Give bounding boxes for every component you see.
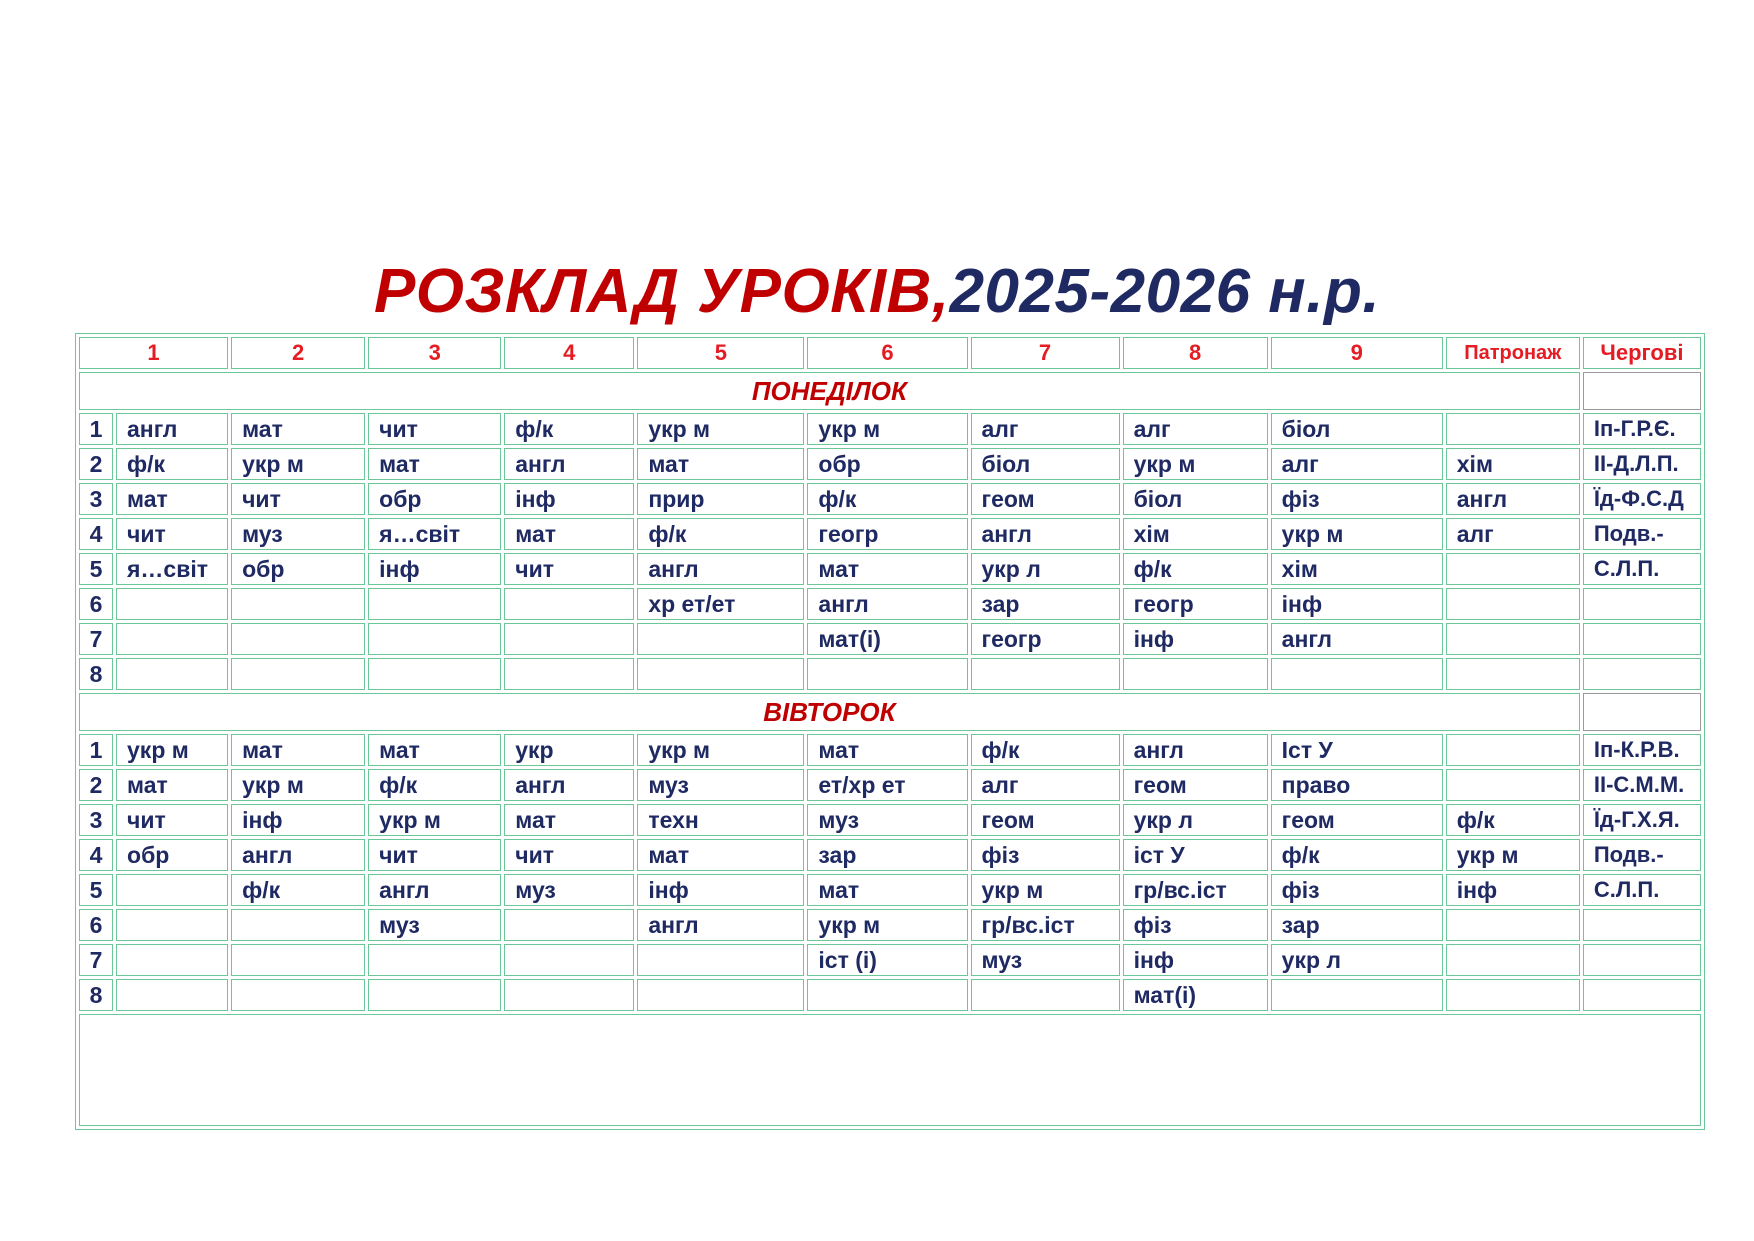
lesson-cell: мат(і) bbox=[807, 623, 967, 655]
lesson-cell: муз bbox=[368, 909, 501, 941]
lesson-cell: англ bbox=[637, 909, 804, 941]
lesson-cell bbox=[1271, 979, 1443, 1011]
lesson-cell: ф/к bbox=[231, 874, 365, 906]
lesson-cell bbox=[116, 588, 228, 620]
lesson-cell bbox=[231, 588, 365, 620]
lesson-cell: біол bbox=[1271, 413, 1443, 445]
lesson-cell: чит bbox=[504, 553, 634, 585]
lesson-cell: алг bbox=[1271, 448, 1443, 480]
table-row bbox=[79, 448, 1701, 480]
lesson-cell: мат bbox=[231, 734, 365, 766]
lesson-cell bbox=[1446, 909, 1580, 941]
duty-cell bbox=[1583, 944, 1701, 976]
lesson-cell: обр bbox=[807, 448, 967, 480]
column-header: Чергові bbox=[1583, 337, 1701, 369]
lesson-cell: інф bbox=[368, 553, 501, 585]
column-header: Патронаж bbox=[1446, 337, 1580, 369]
table-row bbox=[79, 944, 1701, 976]
lesson-cell: мат bbox=[368, 448, 501, 480]
lesson-cell bbox=[504, 944, 634, 976]
lesson-cell: укр м bbox=[971, 874, 1120, 906]
lesson-cell: зар bbox=[807, 839, 967, 871]
lesson-number: 3 bbox=[79, 483, 113, 515]
table-row bbox=[79, 979, 1701, 1011]
lesson-cell bbox=[368, 979, 501, 1011]
lesson-cell: укр л bbox=[971, 553, 1120, 585]
lesson-cell: муз bbox=[637, 769, 804, 801]
lesson-number: 3 bbox=[79, 804, 113, 836]
lesson-cell: я…світ bbox=[368, 518, 501, 550]
footer-row bbox=[79, 1014, 1701, 1126]
column-header: 2 bbox=[231, 337, 365, 369]
lesson-number: 1 bbox=[79, 413, 113, 445]
header-row bbox=[79, 337, 1701, 369]
lesson-cell: мат(і) bbox=[1123, 979, 1268, 1011]
lesson-cell: укр м bbox=[231, 769, 365, 801]
table-row bbox=[79, 839, 1701, 871]
lesson-cell: інф bbox=[1123, 944, 1268, 976]
lesson-cell: біол bbox=[1123, 483, 1268, 515]
lesson-number: 2 bbox=[79, 769, 113, 801]
lesson-number: 6 bbox=[79, 588, 113, 620]
lesson-cell bbox=[971, 658, 1120, 690]
lesson-cell bbox=[807, 658, 967, 690]
lesson-cell bbox=[116, 944, 228, 976]
lesson-number: 5 bbox=[79, 553, 113, 585]
table-row bbox=[79, 588, 1701, 620]
lesson-cell: хім bbox=[1271, 553, 1443, 585]
title-year: 2025-2026 н.р. bbox=[949, 257, 1381, 326]
table-row bbox=[79, 413, 1701, 445]
lesson-cell: ф/к bbox=[1123, 553, 1268, 585]
lesson-cell: англ bbox=[504, 448, 634, 480]
lesson-cell: укр м bbox=[637, 734, 804, 766]
lesson-cell: англ bbox=[637, 553, 804, 585]
lesson-cell bbox=[231, 979, 365, 1011]
lesson-cell bbox=[231, 658, 365, 690]
lesson-cell: ф/к bbox=[637, 518, 804, 550]
lesson-cell: алг bbox=[971, 413, 1120, 445]
lesson-cell: геом bbox=[1123, 769, 1268, 801]
lesson-cell: мат bbox=[807, 734, 967, 766]
column-header: 5 bbox=[637, 337, 804, 369]
lesson-cell: укр м bbox=[1446, 839, 1580, 871]
lesson-cell bbox=[116, 874, 228, 906]
day-duty-empty bbox=[1583, 693, 1701, 731]
lesson-cell: муз bbox=[807, 804, 967, 836]
lesson-cell: укр м bbox=[231, 448, 365, 480]
lesson-cell: ет/хр ет bbox=[807, 769, 967, 801]
table-row bbox=[79, 769, 1701, 801]
table-row bbox=[79, 804, 1701, 836]
lesson-cell bbox=[231, 909, 365, 941]
lesson-cell bbox=[1271, 658, 1443, 690]
lesson-cell bbox=[504, 909, 634, 941]
table-row bbox=[79, 483, 1701, 515]
lesson-cell bbox=[504, 623, 634, 655]
lesson-cell: геом bbox=[971, 483, 1120, 515]
lesson-cell: укр bbox=[504, 734, 634, 766]
lesson-cell: геогр bbox=[971, 623, 1120, 655]
lesson-cell: мат bbox=[504, 518, 634, 550]
lesson-number: 1 bbox=[79, 734, 113, 766]
lesson-cell: укр м bbox=[637, 413, 804, 445]
table-row bbox=[79, 553, 1701, 585]
lesson-cell bbox=[807, 979, 967, 1011]
lesson-cell bbox=[231, 944, 365, 976]
duty-cell: Іп-Г.Р.Є. bbox=[1583, 413, 1701, 445]
lesson-cell bbox=[1123, 658, 1268, 690]
lesson-cell: інф bbox=[637, 874, 804, 906]
lesson-cell: укр м bbox=[807, 413, 967, 445]
duty-cell: Їд-Г.Х.Я. bbox=[1583, 804, 1701, 836]
lesson-cell: інф bbox=[504, 483, 634, 515]
lesson-cell: інф bbox=[231, 804, 365, 836]
duty-cell: ІІ-Д.Л.П. bbox=[1583, 448, 1701, 480]
lesson-cell: чит bbox=[116, 804, 228, 836]
lesson-cell: англ bbox=[1271, 623, 1443, 655]
day-title: ПОНЕДІЛОК bbox=[79, 372, 1580, 410]
lesson-cell: укр м bbox=[1271, 518, 1443, 550]
lesson-cell: гр/вс.іст bbox=[1123, 874, 1268, 906]
lesson-cell: геом bbox=[1271, 804, 1443, 836]
lesson-cell bbox=[637, 979, 804, 1011]
duty-cell: Іп-К.Р.В. bbox=[1583, 734, 1701, 766]
lesson-cell: ф/к bbox=[116, 448, 228, 480]
lesson-cell: гр/вс.іст bbox=[971, 909, 1120, 941]
lesson-number: 8 bbox=[79, 979, 113, 1011]
duty-cell bbox=[1583, 909, 1701, 941]
duty-cell: Подв.- bbox=[1583, 839, 1701, 871]
lesson-cell: муз bbox=[971, 944, 1120, 976]
lesson-cell: ф/к bbox=[368, 769, 501, 801]
footer-empty-cell bbox=[79, 1014, 1701, 1126]
lesson-cell: обр bbox=[231, 553, 365, 585]
lesson-cell: зар bbox=[971, 588, 1120, 620]
lesson-cell bbox=[504, 588, 634, 620]
lesson-cell: ф/к bbox=[1271, 839, 1443, 871]
lesson-cell: ф/к bbox=[504, 413, 634, 445]
lesson-cell: муз bbox=[231, 518, 365, 550]
lesson-number: 7 bbox=[79, 944, 113, 976]
page-title bbox=[0, 252, 1754, 332]
column-header: 6 bbox=[807, 337, 967, 369]
table-row bbox=[79, 623, 1701, 655]
lesson-cell bbox=[1446, 769, 1580, 801]
lesson-cell: мат bbox=[807, 553, 967, 585]
lesson-cell bbox=[116, 979, 228, 1011]
lesson-cell: мат bbox=[231, 413, 365, 445]
lesson-cell: прир bbox=[637, 483, 804, 515]
duty-cell: Їд-Ф.С.Д bbox=[1583, 483, 1701, 515]
duty-cell bbox=[1583, 979, 1701, 1011]
lesson-cell bbox=[1446, 588, 1580, 620]
lesson-cell: укр л bbox=[1123, 804, 1268, 836]
column-header: 4 bbox=[504, 337, 634, 369]
lesson-cell: я…світ bbox=[116, 553, 228, 585]
lesson-cell: хім bbox=[1446, 448, 1580, 480]
lesson-cell: англ bbox=[504, 769, 634, 801]
lesson-cell: англ bbox=[971, 518, 1120, 550]
column-header: 9 bbox=[1271, 337, 1443, 369]
lesson-cell: обр bbox=[116, 839, 228, 871]
lesson-cell: Іст У bbox=[1271, 734, 1443, 766]
lesson-cell: обр bbox=[368, 483, 501, 515]
lesson-number: 7 bbox=[79, 623, 113, 655]
lesson-cell: мат bbox=[504, 804, 634, 836]
lesson-cell: право bbox=[1271, 769, 1443, 801]
lesson-cell: мат bbox=[116, 769, 228, 801]
lesson-cell: мат bbox=[637, 839, 804, 871]
lesson-cell: муз bbox=[504, 874, 634, 906]
lesson-cell: чит bbox=[368, 413, 501, 445]
lesson-cell: англ bbox=[368, 874, 501, 906]
lesson-cell: чит bbox=[504, 839, 634, 871]
lesson-cell: хр ет/ет bbox=[637, 588, 804, 620]
column-header: 7 bbox=[971, 337, 1120, 369]
column-header: 8 bbox=[1123, 337, 1268, 369]
lesson-cell: укр л bbox=[1271, 944, 1443, 976]
table-row bbox=[79, 734, 1701, 766]
lesson-cell: геогр bbox=[807, 518, 967, 550]
lesson-cell: ф/к bbox=[807, 483, 967, 515]
lesson-cell: мат bbox=[637, 448, 804, 480]
day-duty-empty bbox=[1583, 372, 1701, 410]
duty-cell: С.Л.П. bbox=[1583, 553, 1701, 585]
lesson-cell: мат bbox=[116, 483, 228, 515]
table-row bbox=[79, 909, 1701, 941]
lesson-cell: інф bbox=[1123, 623, 1268, 655]
lesson-cell: алг bbox=[1446, 518, 1580, 550]
lesson-cell bbox=[116, 623, 228, 655]
schedule-table bbox=[75, 333, 1705, 1130]
lesson-number: 2 bbox=[79, 448, 113, 480]
lesson-cell: фіз bbox=[971, 839, 1120, 871]
lesson-cell: чит bbox=[231, 483, 365, 515]
lesson-cell: хім bbox=[1123, 518, 1268, 550]
lesson-cell: ф/к bbox=[1446, 804, 1580, 836]
day-row bbox=[79, 372, 1701, 410]
lesson-cell: геом bbox=[971, 804, 1120, 836]
schedule-body bbox=[79, 337, 1701, 1126]
lesson-cell: чит bbox=[368, 839, 501, 871]
table-row bbox=[79, 874, 1701, 906]
lesson-cell: чит bbox=[116, 518, 228, 550]
lesson-cell bbox=[1446, 413, 1580, 445]
lesson-cell: фіз bbox=[1123, 909, 1268, 941]
duty-cell bbox=[1583, 658, 1701, 690]
lesson-cell bbox=[368, 623, 501, 655]
lesson-cell: англ bbox=[116, 413, 228, 445]
lesson-cell bbox=[368, 658, 501, 690]
lesson-cell: укр м bbox=[368, 804, 501, 836]
lesson-cell bbox=[637, 623, 804, 655]
lesson-cell: фіз bbox=[1271, 874, 1443, 906]
lesson-cell: алг bbox=[971, 769, 1120, 801]
column-header: 3 bbox=[368, 337, 501, 369]
lesson-cell: укр м bbox=[1123, 448, 1268, 480]
lesson-cell: геогр bbox=[1123, 588, 1268, 620]
duty-cell bbox=[1583, 588, 1701, 620]
lesson-cell bbox=[971, 979, 1120, 1011]
lesson-cell: зар bbox=[1271, 909, 1443, 941]
duty-cell: ІІ-С.М.М. bbox=[1583, 769, 1701, 801]
lesson-cell: англ bbox=[1123, 734, 1268, 766]
lesson-cell: англ bbox=[1446, 483, 1580, 515]
lesson-cell: біол bbox=[971, 448, 1120, 480]
lesson-cell: іст (і) bbox=[807, 944, 967, 976]
lesson-cell bbox=[637, 658, 804, 690]
lesson-number: 8 bbox=[79, 658, 113, 690]
lesson-cell: укр м bbox=[807, 909, 967, 941]
table-row bbox=[79, 518, 1701, 550]
lesson-cell: інф bbox=[1446, 874, 1580, 906]
lesson-cell: інф bbox=[1271, 588, 1443, 620]
lesson-cell: ф/к bbox=[971, 734, 1120, 766]
lesson-number: 4 bbox=[79, 839, 113, 871]
duty-cell: С.Л.П. bbox=[1583, 874, 1701, 906]
lesson-cell: техн bbox=[637, 804, 804, 836]
title-main: РОЗКЛАД УРОКІВ, bbox=[373, 257, 950, 326]
lesson-cell: алг bbox=[1123, 413, 1268, 445]
lesson-cell bbox=[1446, 979, 1580, 1011]
lesson-cell bbox=[637, 944, 804, 976]
table-row bbox=[79, 658, 1701, 690]
lesson-cell bbox=[231, 623, 365, 655]
lesson-cell: англ bbox=[807, 588, 967, 620]
lesson-cell bbox=[504, 979, 634, 1011]
lesson-number: 5 bbox=[79, 874, 113, 906]
lesson-cell bbox=[1446, 734, 1580, 766]
lesson-cell: іст У bbox=[1123, 839, 1268, 871]
lesson-cell: мат bbox=[807, 874, 967, 906]
duty-cell: Подв.- bbox=[1583, 518, 1701, 550]
day-title: ВІВТОРОК bbox=[79, 693, 1580, 731]
lesson-cell bbox=[116, 658, 228, 690]
lesson-cell: укр м bbox=[116, 734, 228, 766]
column-header: 1 bbox=[79, 337, 228, 369]
lesson-number: 6 bbox=[79, 909, 113, 941]
lesson-cell bbox=[504, 658, 634, 690]
lesson-number: 4 bbox=[79, 518, 113, 550]
lesson-cell bbox=[1446, 553, 1580, 585]
lesson-cell bbox=[368, 588, 501, 620]
lesson-cell bbox=[1446, 658, 1580, 690]
lesson-cell: англ bbox=[231, 839, 365, 871]
duty-cell bbox=[1583, 623, 1701, 655]
lesson-cell bbox=[116, 909, 228, 941]
day-row bbox=[79, 693, 1701, 731]
lesson-cell: мат bbox=[368, 734, 501, 766]
lesson-cell bbox=[1446, 944, 1580, 976]
lesson-cell: фіз bbox=[1271, 483, 1443, 515]
lesson-cell bbox=[368, 944, 501, 976]
lesson-cell bbox=[1446, 623, 1580, 655]
